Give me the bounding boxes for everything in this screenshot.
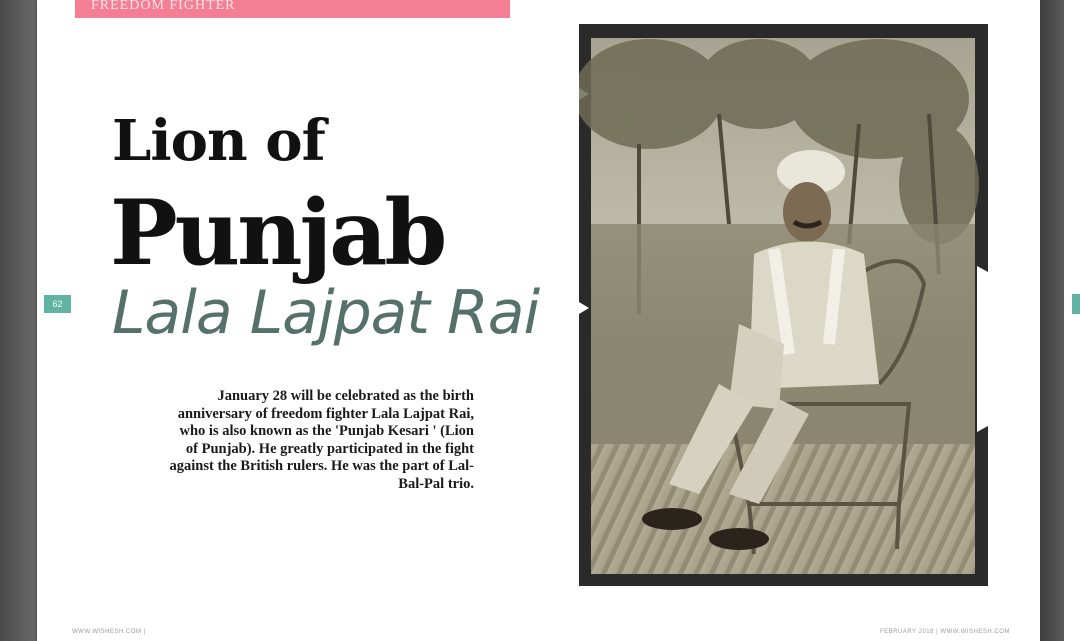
intro-line: of Punjab). He greatly participated in the fight [185,440,474,457]
next-page-edge[interactable] [1064,0,1080,641]
title-line-1: Lion of [112,108,325,174]
page-number-tab: 62 [44,295,71,313]
intro-line: who is also known as the 'Punjab Kesari ' (Lion [179,423,474,439]
section-banner: FREEDOM FIGHTER [75,0,510,18]
intro-line: January 28 will be celebrated as the birth [217,388,474,404]
viewer-background-left [0,0,37,641]
portrait-photo-icon [579,24,988,586]
title-line-2: Punjab [110,180,445,286]
next-page-number-tab [1072,294,1080,314]
intro-paragraph [126,388,474,493]
intro-line: anniversary of freedom fighter Lala Lajpat Rai, [177,405,474,422]
intro-line: Bal-Pal trio. [398,475,474,492]
footer-website: WWW.WISHESH.COM | [72,629,146,635]
footer-date-website: FEBRUARY 2018 | WWW.WISHESH.COM [880,629,1010,635]
intro-line: against the British rulers. He was the part of Lal- [169,458,474,474]
portrait-photo [579,24,988,586]
article-subtitle: Lala Lajpat Rai [112,278,540,348]
